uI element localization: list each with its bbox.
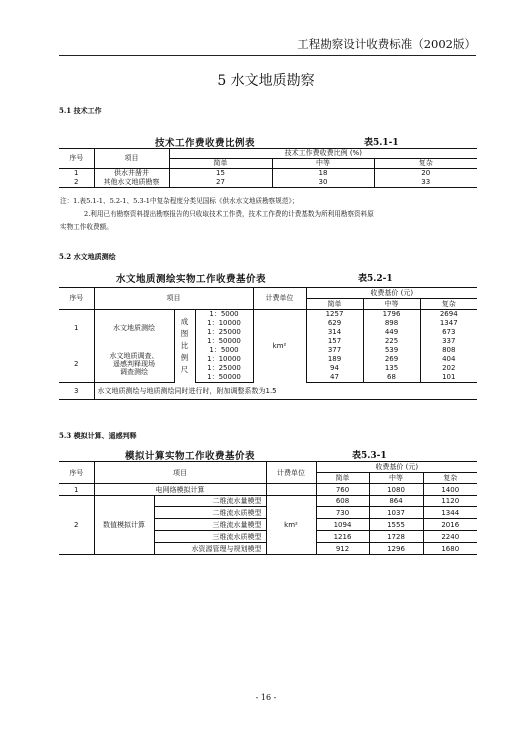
- table2-cell-simple: 47: [306, 373, 363, 383]
- table2-cell-medium: 269: [363, 355, 420, 364]
- table2-cell-complex: 202: [420, 364, 477, 373]
- table2-row2-item-line: 水文地质调查、: [109, 352, 159, 360]
- table3-row2-seq: 2: [74, 521, 79, 529]
- table2-unit: km²: [253, 310, 306, 383]
- running-header: 工程勘察设计收费标准（2002版）: [297, 37, 476, 51]
- table3-row2-item: 数值模拟计算: [94, 496, 154, 555]
- table3-number: 表5.3-1: [352, 451, 387, 461]
- table3-cell-complex: 1344: [423, 507, 477, 519]
- table1-cell-simple: 27: [169, 178, 272, 188]
- table3-cell-medium: 1037: [369, 507, 423, 519]
- table2-cell-complex: 101: [420, 373, 477, 383]
- table3-row1-unit-empty: [266, 484, 316, 496]
- table2-cell-complex: 1347: [420, 319, 477, 328]
- table3-cell-medium: 1555: [369, 519, 423, 531]
- table2-row2-item-line: 遥感判释现场: [113, 360, 155, 368]
- table3-cell-complex: 2240: [423, 531, 477, 543]
- table1-header-simple: 简单: [169, 159, 272, 169]
- table2-cell-medium: 449: [363, 328, 420, 337]
- table3-sub-item: 水资源管理与规划模型: [154, 543, 266, 555]
- table2-cell-medium: 898: [363, 319, 420, 328]
- table2-header-medium: 中等: [363, 299, 420, 310]
- table2-cell-medium: 68: [363, 373, 420, 383]
- table2-row3-seq: 3: [74, 386, 79, 395]
- table3-header-group: 收费基价 (元): [316, 462, 477, 473]
- chapter-title: 5 水文地质勘察: [217, 73, 315, 89]
- table3-header-unit: 计费单位: [266, 462, 316, 484]
- table1-cell-medium: 30: [272, 178, 374, 188]
- table3-sub-item: 三维流水量模型: [154, 519, 266, 531]
- table2-cell-scale: 1：5000: [195, 346, 253, 355]
- table3-sub-item: 三维流水质模型: [154, 531, 266, 543]
- table3-cell-simple: 760: [316, 484, 369, 496]
- table3-caption: 模拟计算实物工作收费基价表: [125, 451, 256, 462]
- table2-row1-item: 水文地质测绘: [94, 310, 174, 347]
- table2-cell-complex: 337: [420, 337, 477, 346]
- table2-row3-text: 水文地质测绘与地质测绘同时进行时，附加调整系数为1.5: [94, 383, 477, 400]
- table2-cell-complex: 404: [420, 355, 477, 364]
- table2-header-item: 项目: [94, 288, 253, 310]
- table2-cell-medium: 1796: [363, 310, 420, 320]
- table1-cell-seq: 1: [74, 169, 79, 177]
- table3-sub-item: 二维流水质模型: [154, 507, 266, 519]
- table2-cell-complex: 2694: [420, 310, 477, 320]
- section-heading-5-2: 5.2 水文地质测绘: [59, 252, 116, 261]
- table3-row1-seq: 1: [59, 484, 94, 496]
- table2-cell-medium: 225: [363, 337, 420, 346]
- table-simulation-fee: [59, 461, 477, 555]
- table2-row2-item-line: 调查测绘: [120, 368, 148, 376]
- table2-number: 表5.2-1: [358, 274, 393, 284]
- table2-cell-simple: 189: [306, 355, 363, 364]
- table2-header-simple: 简单: [306, 299, 363, 310]
- table2-header-group: 收费基价 (元): [306, 288, 477, 299]
- header-rule: [59, 55, 476, 56]
- table1-cell-complex: 20: [374, 169, 477, 179]
- note-2-line-2: 实物工作收费额。: [60, 223, 113, 231]
- table1-header-item: 项目: [94, 149, 169, 169]
- table3-cell-medium: 1728: [369, 531, 423, 543]
- table3-cell-complex: 1120: [423, 496, 477, 507]
- table2-row1-seq: 1: [74, 323, 79, 332]
- table3-cell-complex: 1400: [423, 484, 477, 496]
- table2-cell-scale: 1：10000: [195, 319, 253, 328]
- section-heading-5-3: 5.3 模拟计算、遥感判释: [59, 431, 137, 440]
- table3-cell-medium: 1296: [369, 543, 423, 555]
- table2-cell-scale: 1：25000: [195, 328, 253, 337]
- table1-cell-item: 供水井凿井: [94, 169, 169, 179]
- table2-scale-label: [174, 310, 195, 383]
- table2-row2-item: [94, 346, 174, 383]
- table3-cell-simple: 912: [316, 543, 369, 555]
- table3-row1-item: 电网络模拟计算: [94, 484, 266, 496]
- table2-cell-scale: 1：50000: [195, 373, 253, 383]
- table3-unit: km²: [266, 496, 316, 555]
- table3-cell-complex: 1680: [423, 543, 477, 555]
- table-technical-fee-ratio: [59, 148, 477, 188]
- table2-cell-simple: 94: [306, 364, 363, 373]
- table1-cell-item: 其他水文地质勘察: [94, 178, 169, 188]
- table2-cell-medium: 539: [363, 346, 420, 355]
- table1-header-group: 技术工作费收费比例 (%): [169, 149, 477, 159]
- table2-cell-scale: 1：50000: [195, 337, 253, 346]
- table2-header-complex: 复杂: [420, 299, 477, 310]
- table3-cell-complex: 2016: [423, 519, 477, 531]
- table-hydro-mapping-fee: [59, 287, 477, 400]
- table2-cell-simple: 377: [306, 346, 363, 355]
- table2-cell-simple: 629: [306, 319, 363, 328]
- table3-cell-medium: 1080: [369, 484, 423, 496]
- table3-cell-simple: 1094: [316, 519, 369, 531]
- table2-cell-scale: 1：10000: [195, 355, 253, 364]
- table3-header-complex: 复杂: [423, 473, 477, 484]
- page-number: - 16 -: [255, 693, 277, 702]
- table1-header-medium: 中等: [272, 159, 374, 169]
- table3-header-item: 项目: [94, 462, 266, 484]
- table2-cell-complex: 808: [420, 346, 477, 355]
- note-2-line-1: 2.利用已有勘察资料提出勘察报告的只收取技术工作费，技术工作费的计费基数为所利用勘察资料原: [84, 210, 374, 218]
- table1-number: 表5.1-1: [364, 138, 399, 148]
- note-1: 注：1.表5.1-1、5.2-1、5.3-1中复杂程度分类见国标《供水水文地质勘察规范》；: [60, 197, 299, 205]
- table2-cell-simple: 157: [306, 337, 363, 346]
- scale-label-text: 成图比例尺: [180, 317, 189, 375]
- table2-header-unit: 计费单位: [253, 288, 306, 310]
- table2-cell-complex: 673: [420, 328, 477, 337]
- table1-cell-complex: 33: [374, 178, 477, 188]
- table2-row2-seq: 2: [59, 346, 94, 383]
- table3-cell-simple: 730: [316, 507, 369, 519]
- table3-cell-simple: 608: [316, 496, 369, 507]
- table3-header-simple: 简单: [316, 473, 369, 484]
- table3-cell-simple: 1216: [316, 531, 369, 543]
- table1-cell-medium: 18: [272, 169, 374, 179]
- table3-header-seq: 序号: [59, 462, 94, 484]
- table2-cell-scale: 1：25000: [195, 364, 253, 373]
- table3-header-medium: 中等: [369, 473, 423, 484]
- table2-cell-medium: 135: [363, 364, 420, 373]
- section-heading-5-1: 5.1 技术工作: [59, 106, 102, 115]
- table1-caption: 技术工作费收费比例表: [155, 138, 256, 149]
- table1-cell-simple: 15: [169, 169, 272, 179]
- table2-header-seq: 序号: [59, 288, 94, 310]
- table3-sub-item: 二维流水量模型: [154, 496, 266, 507]
- table2-caption: 水文地质测绘实物工作收费基价表: [116, 274, 267, 285]
- table1-cell-seq: 2: [74, 178, 79, 186]
- table1-header-seq: 序号: [59, 149, 94, 169]
- table1-header-complex: 复杂: [374, 159, 477, 169]
- table3-cell-medium: 864: [369, 496, 423, 507]
- table2-cell-simple: 1257: [306, 310, 363, 320]
- table2-cell-simple: 314: [306, 328, 363, 337]
- table2-cell-scale: 1：5000: [195, 310, 253, 320]
